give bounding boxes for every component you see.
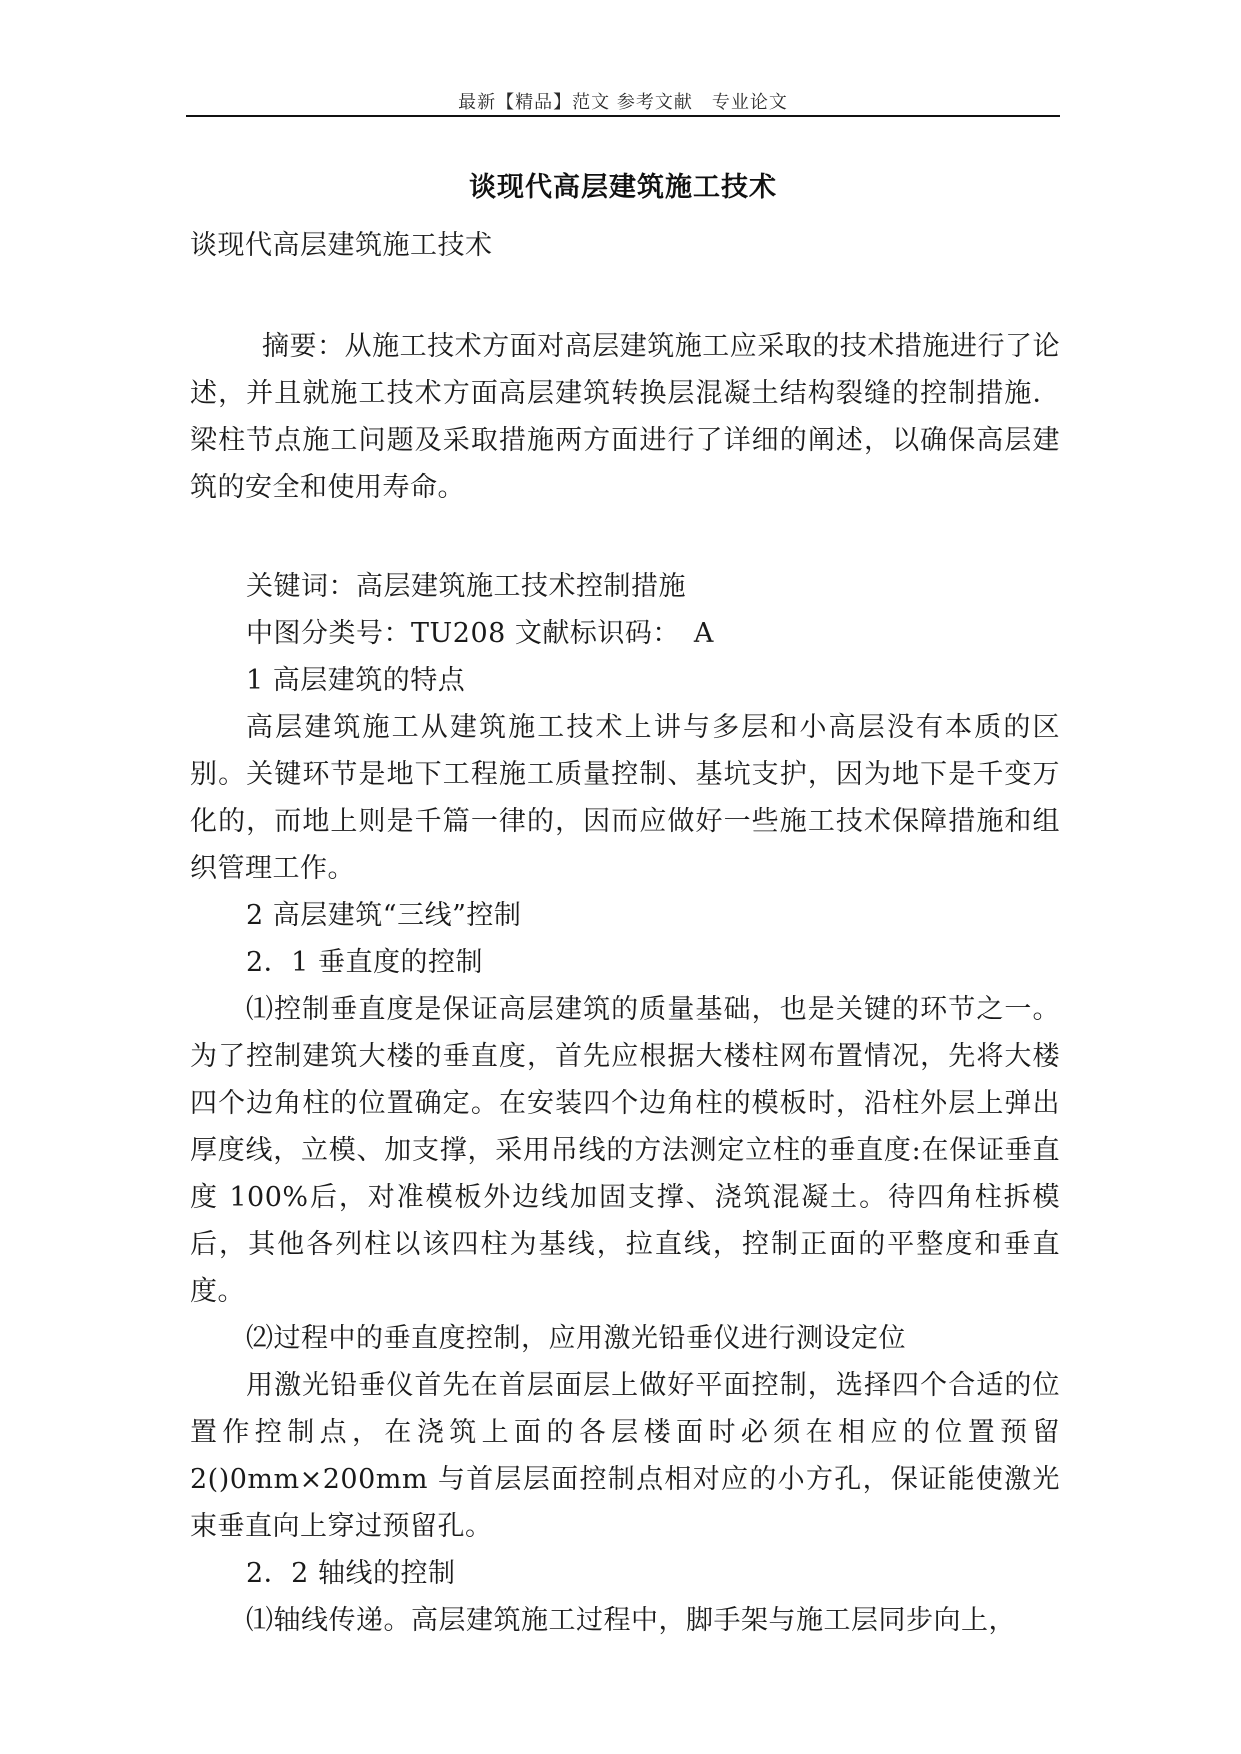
page-header-text: 最新【精品】范文 参考文献 专业论文 <box>458 92 788 113</box>
subsection-heading: 2．1 垂直度的控制 <box>246 947 483 978</box>
body-paragraph: ⑴控制垂直度是保证高层建筑的质量基础，也是关键的环节之一。为了控制建筑大楼的垂直度，首先应根据大楼柱网布置情况，先将大楼四个边角柱的位置确定。在安装四个边角柱的模板时，沿柱外层上弹出厚度线，立模、加支撑，采用吊线的方法测定立柱的垂直度:在保证垂直度 100%后，对准模板外边线加固支撑、浇筑混凝土。待四角柱拆模后，其他各列柱以该四柱为基线，拉直线，控制正面的平整度和垂直度。 <box>190 994 1060 1307</box>
keywords-line: 关键词：高层建筑施工技术控制措施 <box>246 571 686 602</box>
header-divider <box>186 115 1060 117</box>
document-body <box>190 222 1060 1644</box>
body-paragraph: 高层建筑施工从建筑施工技术上讲与多层和小高层没有本质的区别。关键环节是地下工程施工质量控制、基坑支护，因为地下是千变万化的，而地上则是千篇一律的，因而应做好一些施工技术保障措施和组织管理工作。 <box>190 712 1060 884</box>
document-subtitle: 谈现代高层建筑施工技术 <box>190 230 493 261</box>
body-paragraph: ⑴轴线传递。高层建筑施工过程中，脚手架与施工层同步向上， <box>246 1605 1016 1636</box>
classification-line: 中图分类号：TU208 文献标识码： A <box>246 618 714 649</box>
document-title: 谈现代高层建筑施工技术 <box>469 172 777 203</box>
section-heading: 2 高层建筑“三线”控制 <box>246 900 522 931</box>
item-heading: ⑵过程中的垂直度控制，应用激光铅垂仪进行测设定位 <box>246 1323 906 1354</box>
body-paragraph: 用激光铅垂仪首先在首层面层上做好平面控制，选择四个合适的位置作控制点，在浇筑上面的各层楼面时必须在相应的位置预留 2()0mm×200mm 与首层层面控制点相对应的小方孔，保证能使激光束垂直向上穿过预留孔。 <box>190 1370 1060 1542</box>
abstract-paragraph: 摘要：从施工技术方面对高层建筑施工应采取的技术措施进行了论述，并且就施工技术方面高层建筑转换层混凝土结构裂缝的控制措施．梁柱节点施工问题及采取措施两方面进行了详细的阐述，以确保高层建筑的安全和使用寿命。 <box>190 331 1060 503</box>
section-heading: 1 高层建筑的特点 <box>246 665 466 696</box>
subsection-heading: 2．2 轴线的控制 <box>246 1558 456 1589</box>
